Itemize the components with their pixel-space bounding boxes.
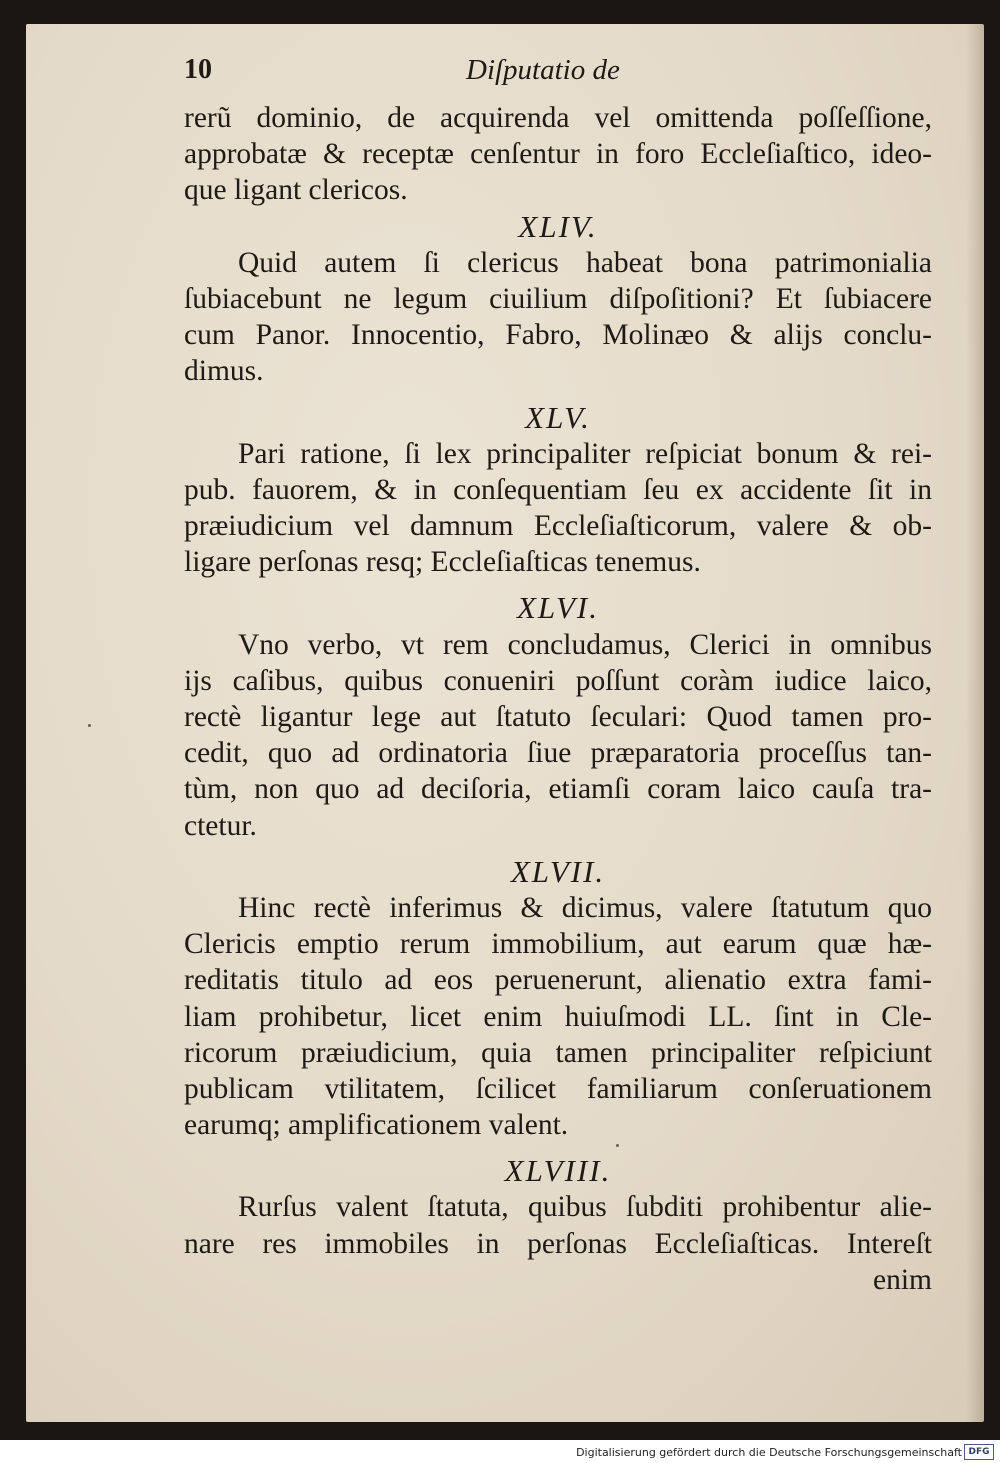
text-line: cum Panor. Innocentio, Fabro, Molinæo & alijs conclu- — [184, 319, 932, 352]
running-head: Diſputatio de — [466, 54, 620, 86]
spacer — [184, 390, 932, 400]
text-line: tùm, non quo ad deciſoria, etiamſi coram laico cauſa tra- — [184, 773, 932, 806]
page-number: 10 — [184, 54, 212, 85]
text-line: publicam vtilitatem, ſcilicet familiarum conſeruationem — [184, 1072, 932, 1105]
text-line: earumq; amplificationem valent. — [184, 1109, 569, 1142]
catchword: enim — [873, 1263, 932, 1296]
section-heading-xlvi: XLVI. — [516, 590, 600, 626]
paper-speck — [88, 724, 91, 727]
text-line: præiudicium vel damnum Eccleſiaſticorum, valere & ob- — [184, 510, 932, 543]
dfg-logo: DFG — [964, 1444, 994, 1460]
text-line: Hinc rectè inferimus & dicimus, valere ſtatutum quo — [238, 891, 932, 924]
page-edge-shadow — [966, 24, 984, 1422]
text-line: Pari ratione, ſi lex principaliter reſpiciat bonum & rei- — [238, 437, 932, 470]
text-line: que ligant clericos. — [184, 174, 408, 207]
text-line: dimus. — [184, 355, 264, 388]
text-line: Clericis emptio rerum immobilium, aut earum quæ hæ- — [184, 928, 932, 961]
text-line: Vno verbo, vt rem concludamus, Clerici in omnibus — [238, 628, 932, 661]
text-line: pub. fauorem, & in conſequentiam ſeu ex accidente ſit in — [184, 473, 932, 506]
text-line: rectè ligantur lege aut ſtatuto ſeculari: Quod tamen pro- — [184, 701, 932, 733]
text-line: ijs caſibus, quibus conueniri poſſunt coràm iudice laico, — [184, 664, 932, 697]
text-line: Quid autem ſi clericus habeat bona patrimonialia — [238, 246, 932, 279]
text-line: Rurſus valent ſtatuta, quibus ſubditi prohibentur alie- — [238, 1191, 932, 1224]
text-line: liam prohibetur, licet enim huiuſmodi LL. ſint in Cle- — [184, 1000, 932, 1033]
body-text — [184, 100, 932, 1298]
spacer — [184, 844, 932, 854]
digitization-credit: Digitalisierung gefördert durch die Deutsche Forschungsgemeinschaft — [576, 1446, 962, 1459]
text-line: ctetur. — [184, 809, 257, 842]
section-heading-xliv: XLIV. — [518, 208, 598, 244]
text-line: cedit, quo ad ordinatoria ſiue præparatoria proceſſus tan- — [184, 737, 932, 770]
text-line: ricorum præiudicium, quia tamen principaliter reſpiciunt — [184, 1036, 932, 1069]
text-line: nare res immobiles in perſonas Eccleſiaſticas. Intereſt — [184, 1227, 932, 1260]
section-heading-xlvii: XLVII. — [510, 853, 606, 889]
section-heading-xlviii: XLVIII. — [504, 1153, 612, 1189]
text-line: ſubiacebunt ne legum ciuilium diſpoſitioni? Et ſubiacere — [184, 282, 932, 315]
text-line: reditatis titulo ad eos peruenerunt, alienatio extra fami- — [184, 964, 932, 997]
text-line: ligare perſonas resq; Eccleſiaſticas tenemus. — [184, 546, 701, 579]
spacer — [184, 580, 932, 590]
text-line: rerũ dominio, de acquirenda vel omittenda poſſeſſione, — [184, 102, 932, 134]
section-heading-xlv: XLV. — [525, 399, 591, 435]
spacer — [184, 1143, 932, 1153]
page-header — [184, 54, 644, 94]
text-line: approbatæ & receptæ cenſentur in foro Eccleſiaſtico, ideo- — [184, 138, 932, 171]
